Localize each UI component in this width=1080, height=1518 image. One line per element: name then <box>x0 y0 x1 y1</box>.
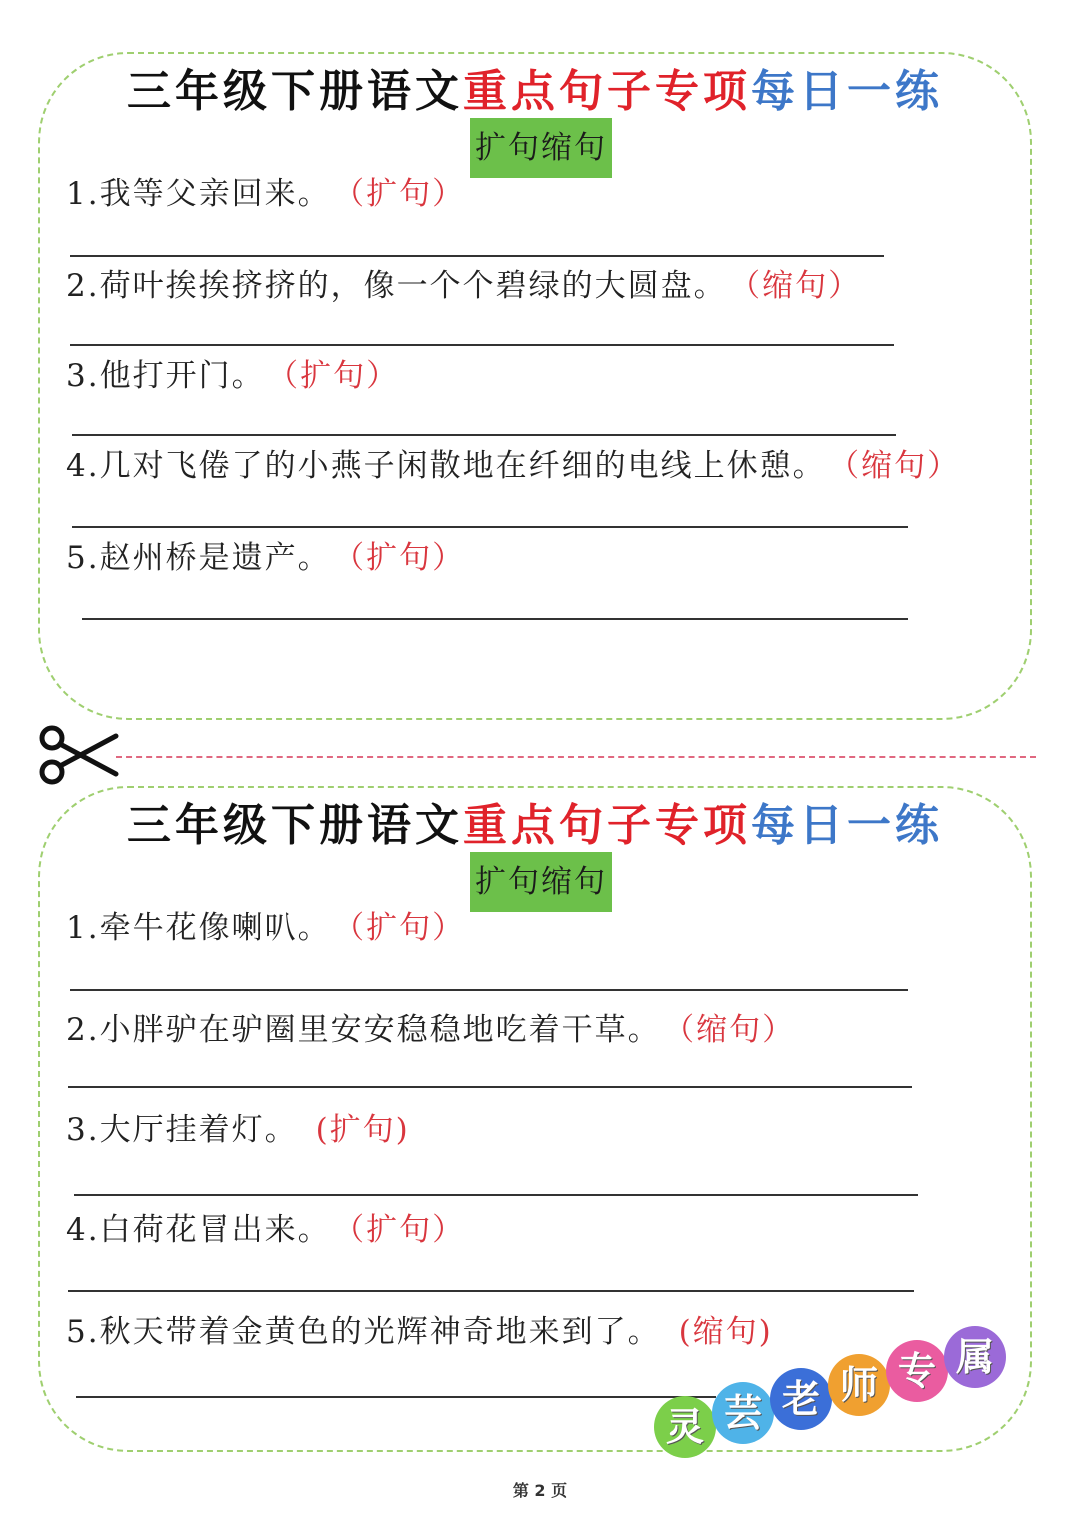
question-text: 2.小胖驴在驴圈里安安稳稳地吃着干草。 <box>66 1012 661 1048</box>
title-part-red: 重点句子专项 <box>463 66 751 117</box>
question-text: 5.秋天带着金黄色的光辉神奇地来到了。 <box>66 1314 661 1350</box>
question-text: 1.我等父亲回来。 <box>66 176 331 212</box>
title-part-black: 三年级下册语文 <box>127 800 463 851</box>
question-tag: （扩句） <box>348 176 466 212</box>
answer-line[interactable] <box>70 989 908 991</box>
watermark-char: 属 <box>944 1326 1006 1388</box>
question-text: 2.荷叶挨挨挤挤的，像一个个碧绿的大圆盘。 <box>66 268 727 304</box>
question-tag: （缩句） <box>843 448 961 484</box>
question-5 <box>66 538 465 578</box>
watermark-char: 专 <box>886 1340 948 1402</box>
answer-line[interactable] <box>68 1290 914 1292</box>
section-badge: 扩句缩句 <box>470 118 612 178</box>
title-part-blue: 每日一练 <box>751 66 943 117</box>
title-part-blue: 每日一练 <box>751 800 943 851</box>
title-part-red: 重点句子专项 <box>463 800 751 851</box>
question-tag: （扩句） <box>282 358 400 394</box>
watermark-char: 师 <box>828 1354 890 1416</box>
question-text: 3.大厅挂着灯。 <box>66 1112 298 1148</box>
worksheet-title <box>40 798 1030 854</box>
question-4 <box>66 1210 465 1250</box>
question-1 <box>66 174 465 214</box>
question-text: 4.白荷花冒出来。 <box>66 1212 331 1248</box>
answer-line[interactable] <box>82 618 908 620</box>
answer-line[interactable] <box>70 344 894 346</box>
question-text: 5.赵州桥是遗产。 <box>66 540 331 576</box>
scissors-icon <box>36 724 120 786</box>
watermark <box>650 1322 1020 1462</box>
cut-line <box>116 756 1036 758</box>
answer-line[interactable] <box>72 526 908 528</box>
question-text: 4.几对飞倦了的小燕子闲散地在纤细的电线上休憩。 <box>66 448 826 484</box>
answer-line[interactable] <box>68 1086 912 1088</box>
page-number: 第 2 页 <box>512 1481 568 1500</box>
question-tag: （扩句） <box>348 540 466 576</box>
question-text: 1.牵牛花像喇叭。 <box>66 910 331 946</box>
watermark-char: 灵 <box>654 1396 716 1458</box>
answer-line[interactable] <box>70 255 884 257</box>
watermark-char: 老 <box>770 1368 832 1430</box>
question-text: 3.他打开门。 <box>66 358 265 394</box>
worksheet-title <box>40 64 1030 120</box>
question-2 <box>66 266 861 306</box>
question-3 <box>66 356 399 396</box>
question-3 <box>66 1110 410 1150</box>
watermark-char: 芸 <box>712 1382 774 1444</box>
question-4 <box>66 446 960 486</box>
answer-line[interactable] <box>76 1396 716 1398</box>
question-tag: （扩句） <box>348 1212 466 1248</box>
question-tag: (缩句) <box>678 1314 773 1350</box>
question-tag: （缩句） <box>678 1012 796 1048</box>
question-tag: （缩句） <box>744 268 862 304</box>
question-1 <box>66 908 465 948</box>
question-2 <box>66 1010 795 1050</box>
answer-line[interactable] <box>72 434 896 436</box>
answer-line[interactable] <box>74 1194 918 1196</box>
question-tag: (扩句) <box>315 1112 410 1148</box>
worksheet-card-1 <box>38 52 1032 720</box>
section-badge: 扩句缩句 <box>470 852 612 912</box>
title-part-black: 三年级下册语文 <box>127 66 463 117</box>
question-tag: （扩句） <box>348 910 466 946</box>
